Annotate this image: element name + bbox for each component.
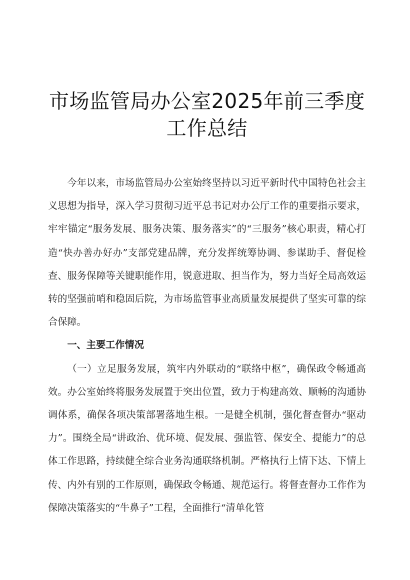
document-body — [48, 172, 366, 520]
section-paragraph: （一）立足服务发展，筑牢内外联动的“联络中枢”，确保政令畅通高效。办公室始终将服务发展置于突出位置，致力于构建高效、顺畅的沟通协调体系，确保各项决策部署落地生根。一是健全机制，强化督查督办“驱动力”。围绕全局“讲政治、优环境、促发展、强监管、保安全、提能力”的总体工作思路，持续健全综合业务沟通联络机制。严格执行上情下达、下情上传、内外有别的工作原则，确保政令畅通、规范运行。将督查督办工作作为保障决策落实的“牛鼻子”工程，全面推行“清单化管 — [48, 363, 366, 514]
document-title: 市场监管局办公室2025年前三季度工作总结 — [49, 89, 365, 140]
section-heading: 一、主要工作情况 — [67, 340, 144, 352]
intro-paragraph: 今年以来，市场监管局办公室始终坚持以习近平新时代中国特色社会主义思想为指导，深入学习贯彻习近平总书记对办公厅工作的重要指示要求，牢牢锚定“服务发展、服务决策、服务落实”的“三服务”核心职责，精心打造“快办善办好办”支部党建品牌，充分发挥统筹协调、参谋助手、督促检查、服务保障等关键职能作用，锐意进取、担当作为，努力当好全局高效运转的坚强前哨和稳固后院，为市场监管事业高质量发展提供了坚实可靠的综合保障。 — [48, 178, 366, 329]
